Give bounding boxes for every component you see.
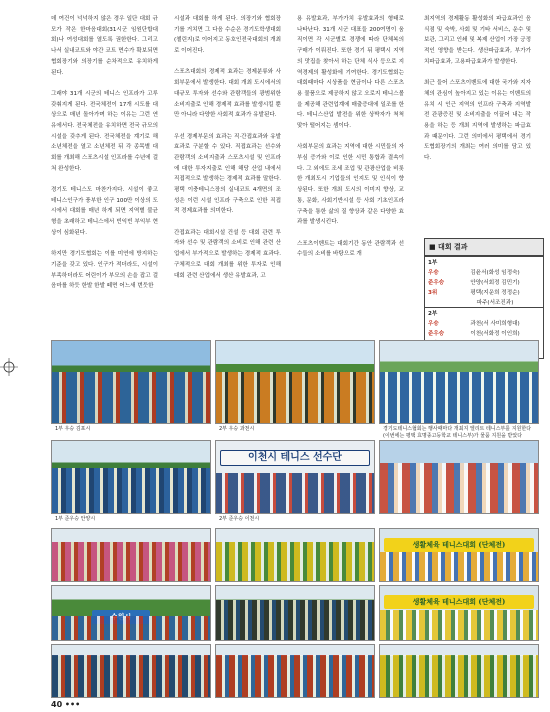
paragraph: 간접효과는 대회시설 건설 등 대회 관련 투자와 선수 및 관람객의 소비로 인해 관련 산업에서 부가적으로 발생하는 경제적 효과다. 구체적으로 대회 개최를 위한 투자로 인해 대회 관련 산업에서 생산 유발효과, 고	[174, 229, 281, 279]
paragraph: 우선 경제부문의 효과는 직·간접효과와 유발효과로 구분할 수 있다. 직접효과는 선수와 관람객의 소비지출과 스포츠시설 및 인프라에 대한 투자지출로 인해 해당 산업 내에서 직접적으로 발생하는 경제적 효과를 말한다. 평택 이충테니스장의 실내코트 4개면의 조성은 이런 시설 인프라 구축으로 인한 직접적 경제효과를 의미한다.	[174, 133, 281, 215]
result-row	[425, 328, 543, 338]
result-row	[425, 287, 543, 297]
division-label: 2부	[425, 307, 543, 318]
team-photo	[215, 585, 375, 641]
paragraph: 그래야 31개 시군의 테니스 인프라가 고루 갖춰지게 된다. 전국체전이 17개 시도를 대상으로 매년 돌아가며 하는 이유는 그런 연유에서다. 전국체전을 유치하면 전국 규모의 시설을 갖추게 된다. 전국체전을 계기로 해 소년체전을 열고 소년체전 뒤 각 종목별 대회를 개최해 스포츠시설 인프라를 수년에 걸쳐 완성한다.	[51, 90, 158, 172]
team-photo	[215, 644, 375, 698]
photo-caption: 2부 준우승 이천시	[219, 516, 260, 522]
text-column-2	[174, 14, 281, 292]
team-photo	[379, 644, 539, 698]
rank: 준우승	[428, 280, 445, 286]
team: 평택(지운희 정정순)	[470, 290, 520, 296]
team-photo	[215, 528, 375, 582]
team-photo	[215, 440, 375, 514]
paragraph: 최지역의 경제활동 활성화의 파급효과인 음식점 및 숙박, 사회 및 기타 서비스, 운수 및 보관, 그리고 인쇄 및 복제 산업이 가장 긍정적인 영향을 받는다. 생산파급효과, 부가가치파급효과, 고용파급효과가 발생한다.	[424, 16, 531, 65]
paragraph: 스포츠이벤트는 대회기간 동안 관람객과 선수들의 소비를 바탕으로 개	[297, 240, 404, 258]
result-row	[425, 267, 543, 277]
text-column-4	[424, 14, 531, 174]
result-row	[425, 297, 543, 307]
team-photo	[51, 528, 211, 582]
photo-caption: 1부 준우승 안양시	[55, 516, 96, 522]
photo-collage	[51, 340, 539, 698]
paragraph: 용 유발효과, 부가가치 유발효과의 형태로 나타난다. 31개 시군 대표들 200여명이 움직이면 각 시군별로 경쟁에 따라 단체복의 구매가 이뤄진다. 또한 경기 뒤 평택시 지역의 맛집을 찾아서 하는 단체 식사 등으로 지역경제의 활성화에 기여한다. 경기도협회는 대회때마다 시상품을 현금이나 다른 스포츠용 물품으로 제공하지 않고 오로지 테니스볼을 제공해 관련업계에 매출증대에 일조를 한다. 테니스산업 발전을 위한 상박자가 척척 맞아 떨어지는 셈이다.	[297, 16, 404, 130]
result-row	[425, 277, 543, 287]
paragraph: 경기도 테니스도 마찬가지다. 시설이 좋고 테니스인구가 풍부한 인구 100만 이상의 도시에서 대회를 매년 하게 되면 지역별 불균형을 초래하고 테니스에서 빈익빈 부익부 현상이 심화된다.	[51, 187, 158, 236]
team: 과천(서 사미희형대)	[470, 321, 520, 327]
rank: 우승	[428, 321, 439, 327]
paragraph: 시설과 대회를 하게 된다. 의장기와 협회장기를 거치면 그 다음 수순은 경기도학생대회(챌린지)로 이어지고 동호인전국대회의 개최로 이어진다.	[174, 16, 281, 55]
results-title: ■ 대회 결과	[425, 239, 543, 256]
event-photo	[379, 440, 539, 514]
result-row	[425, 318, 543, 328]
team-photo	[379, 340, 539, 424]
page-number: 40 •••	[51, 700, 81, 709]
photo-caption: 1부 우승 김포시	[55, 426, 91, 432]
team-photo	[51, 340, 211, 424]
team: 이천(서화정 이인희)	[470, 331, 520, 337]
team: 김윤서(화성 임정숙)	[470, 270, 520, 276]
registration-mark-icon	[0, 358, 18, 376]
paragraph: 사회부문의 효과는 지역에 대한 시민들의 자부심 증가와 이로 인한 시민 통합과 결속이다. 그 외에도 조세 조업 및 관광산업을 비롯한 개최도시 기업들의 인지도 및 인식이 향상된다. 또한 개최 도시의 이미지 향상, 교통, 문화, 사회기반시설 등 사회 기초인프라 구축을 통한 삶의 질 향상과 같은 다양한 효과를 발생시킨다.	[297, 144, 404, 226]
team: 파주(서조진과)	[476, 300, 514, 306]
banner-text: 생활체육 테니스대회 (단체전)	[384, 538, 534, 552]
paragraph: 데 여건이 넉넉하지 않은 경우 일단 대회 규모가 작은 한마음대회(31시군 임원단합대회)나 여성대회를 열도록 권한한다. 그리고나서 실내코트와 야간 코트 면수가 확보되면 협회장기와 의장기를 순차적으로 유치하게 된다.	[51, 16, 158, 76]
rank: 3위	[428, 290, 438, 296]
photo-caption: 경기도테니스협회는 행사때마다 개최지 엘리트 테니스부를 지원한다(이번에는 평택 효명종고등학교 테니스부)가 물품 지원을 받았다	[381, 426, 535, 440]
photo-caption: 2부 우승 과천시	[219, 426, 255, 432]
banner-text: 생활체육 테니스대회 (단체전)	[384, 595, 534, 609]
rank: 준우승	[428, 331, 445, 337]
division-label: 1부	[425, 256, 543, 267]
paragraph: 스포츠대회의 경제적 효과는 경제분류와 사회부문에서 발생한다. 대회 개최 도시에서의 대규모 투자와 선수와 관람객들의 광범위한 소비지출로 인해 경제적 효과를 발생시킬 뿐만 아니라 다양한 사회적 효과가 유발된다.	[174, 69, 281, 119]
rank	[428, 298, 450, 306]
team-photo	[379, 585, 539, 641]
team-photo	[51, 440, 211, 514]
team: 안양(서회정 김민기)	[470, 280, 520, 286]
team-photo	[51, 644, 211, 698]
paragraph: 최근 들어 스포츠이벤트에 대한 국가와 지자체의 관심이 높아지고 있는 이유는 이벤트의 유치 시 인근 지역의 인프라 구축과 지역발전 관광증진 및 소비지출을 이끌어 내는 작용을 하는 등 개최 지역에 발생하는 파급효과 때문이다. 그런 의미에서 평택에서 경기도협회장기의 개최는 여러 의미를 담고 있다.	[424, 80, 531, 162]
team-photo	[215, 340, 375, 424]
team-photo	[51, 585, 211, 641]
team-photo	[379, 528, 539, 582]
paragraph: 하지만 경기도협회는 이를 미연에 방지하는 기준을 갖고 있다. 인구가 적더라도, 시설이 부족하더라도 어린이가 부모의 손을 잡고 걸음마를 하듯 한발 한발 떼면 어느새 번듯한	[51, 251, 158, 290]
text-column-3	[297, 14, 404, 271]
rank: 우승	[428, 270, 439, 276]
text-column-1	[51, 14, 158, 303]
banner-text: 이천시 테니스 선수단	[220, 450, 370, 466]
